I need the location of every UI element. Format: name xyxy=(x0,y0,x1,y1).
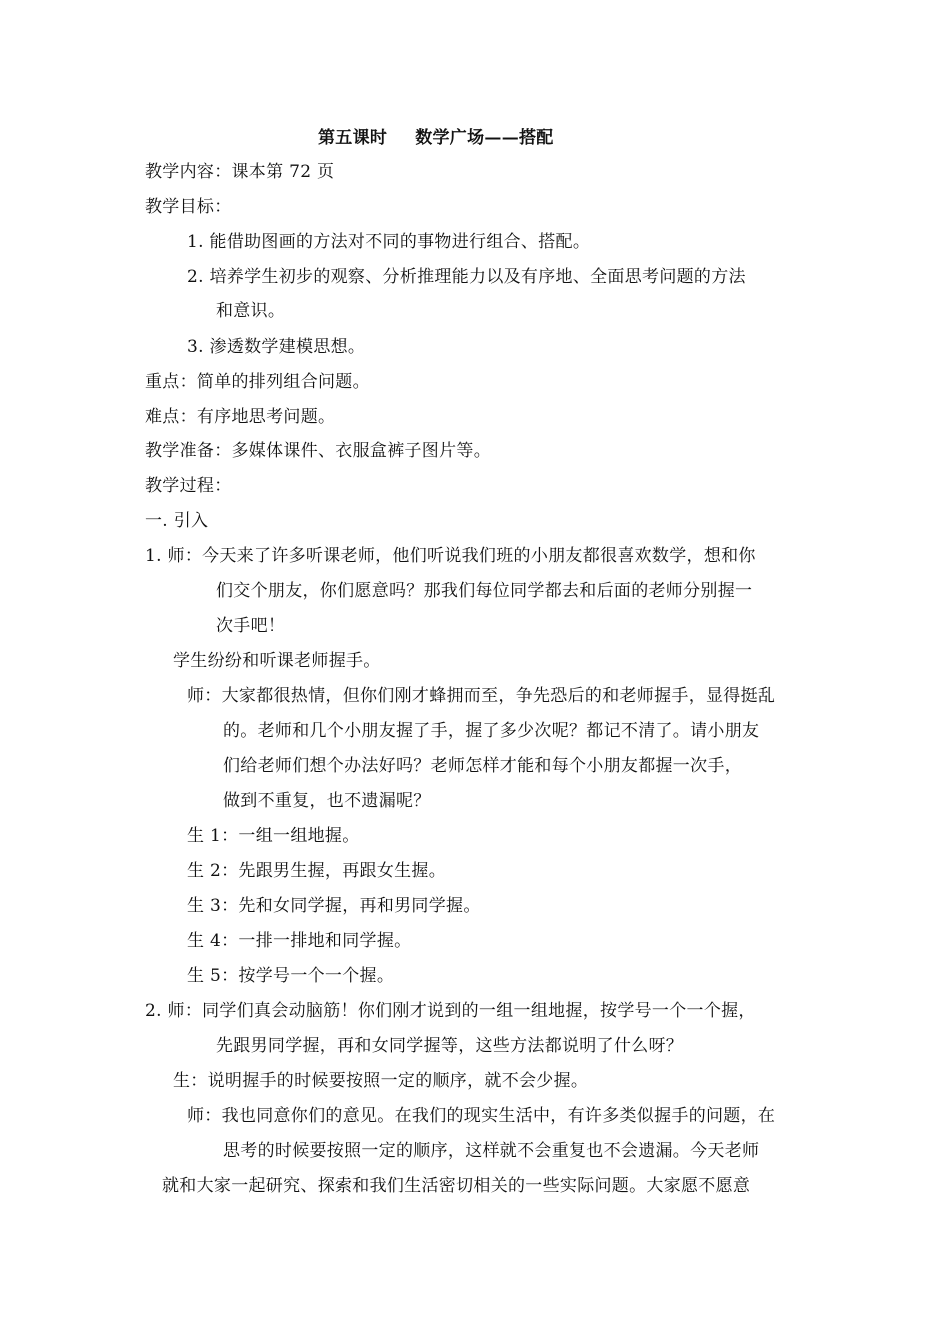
teaching-goals-heading: 教学目标： xyxy=(145,197,232,217)
teacher-remark-2-cont-2: 就和大家一起研究、探索和我们生活密切相关的一些实际问题。大家愿不愿意 xyxy=(162,1176,751,1196)
student-answer-5: 生 5：按学号一个一个握。 xyxy=(187,966,395,986)
paragraph-1-cont-2: 次手吧！ xyxy=(216,616,286,636)
student-answer-1: 生 1：一组一组地握。 xyxy=(187,826,360,846)
teacher-remark-1-cont-3: 做到不重复，也不遗漏呢？ xyxy=(223,791,431,811)
key-point: 重点：简单的排列组合问题。 xyxy=(145,372,370,392)
section-intro-heading: 一. 引入 xyxy=(145,511,209,531)
paragraph-1-cont-1: 们交个朋友，你们愿意吗？那我们每位同学都去和后面的老师分别握一 xyxy=(216,581,753,601)
teacher-remark-1-cont-1: 的。老师和几个小朋友握了手，握了多少次呢？都记不清了。请小朋友 xyxy=(223,721,760,741)
teaching-content: 教学内容：课本第 72 页 xyxy=(145,162,335,182)
preparation: 教学准备：多媒体课件、衣服盒裤子图片等。 xyxy=(145,441,491,461)
student-answer-3: 生 3：先和女同学握，再和男同学握。 xyxy=(187,896,481,916)
process-heading: 教学过程： xyxy=(145,476,232,496)
student-answer-4: 生 4：一排一排地和同学握。 xyxy=(187,931,412,951)
difficult-point: 难点：有序地思考问题。 xyxy=(145,407,336,427)
teacher-remark-1-cont-2: 们给老师们想个办法好吗？老师怎样才能和每个小朋友都握一次手， xyxy=(223,756,742,776)
student-answer-2: 生 2：先跟男生握，再跟女生握。 xyxy=(187,861,447,881)
paragraph-1: 1. 师：今天来了许多听课老师，他们听说我们班的小朋友都很喜欢数学，想和你 xyxy=(145,546,756,566)
teacher-remark-2-cont-1: 思考的时候要按照一定的顺序，这样就不会重复也不会遗漏。今天老师 xyxy=(223,1141,760,1161)
teacher-remark-1: 师：大家都很热情，但你们刚才蜂拥而至，争先恐后的和老师握手，显得挺乱 xyxy=(187,686,776,706)
teacher-remark-2: 师：我也同意你们的意见。在我们的现实生活中，有许多类似握手的问题，在 xyxy=(187,1106,776,1126)
paragraph-2: 2. 师：同学们真会动脑筋！你们刚才说到的一组一组地握，按学号一个一个握， xyxy=(145,1001,756,1021)
lesson-number: 第五课时 xyxy=(318,128,388,148)
students-shake-hands: 学生纷纷和听课老师握手。 xyxy=(173,651,381,671)
goal-2-cont: 和意识。 xyxy=(216,301,286,321)
goal-1: 1. 能借助图画的方法对不同的事物进行组合、搭配。 xyxy=(187,232,591,252)
lesson-topic: 数学广场——搭配 xyxy=(415,128,554,148)
lesson-title xyxy=(318,127,554,149)
student-reply: 生：说明握手的时候要按照一定的顺序，就不会少握。 xyxy=(173,1071,589,1091)
goal-2: 2. 培养学生初步的观察、分析推理能力以及有序地、全面思考问题的方法 xyxy=(187,267,746,287)
goal-3: 3. 渗透数学建模思想。 xyxy=(187,337,366,357)
paragraph-2-cont: 先跟男同学握，再和女同学握等，这些方法都说明了什么呀？ xyxy=(216,1036,684,1056)
